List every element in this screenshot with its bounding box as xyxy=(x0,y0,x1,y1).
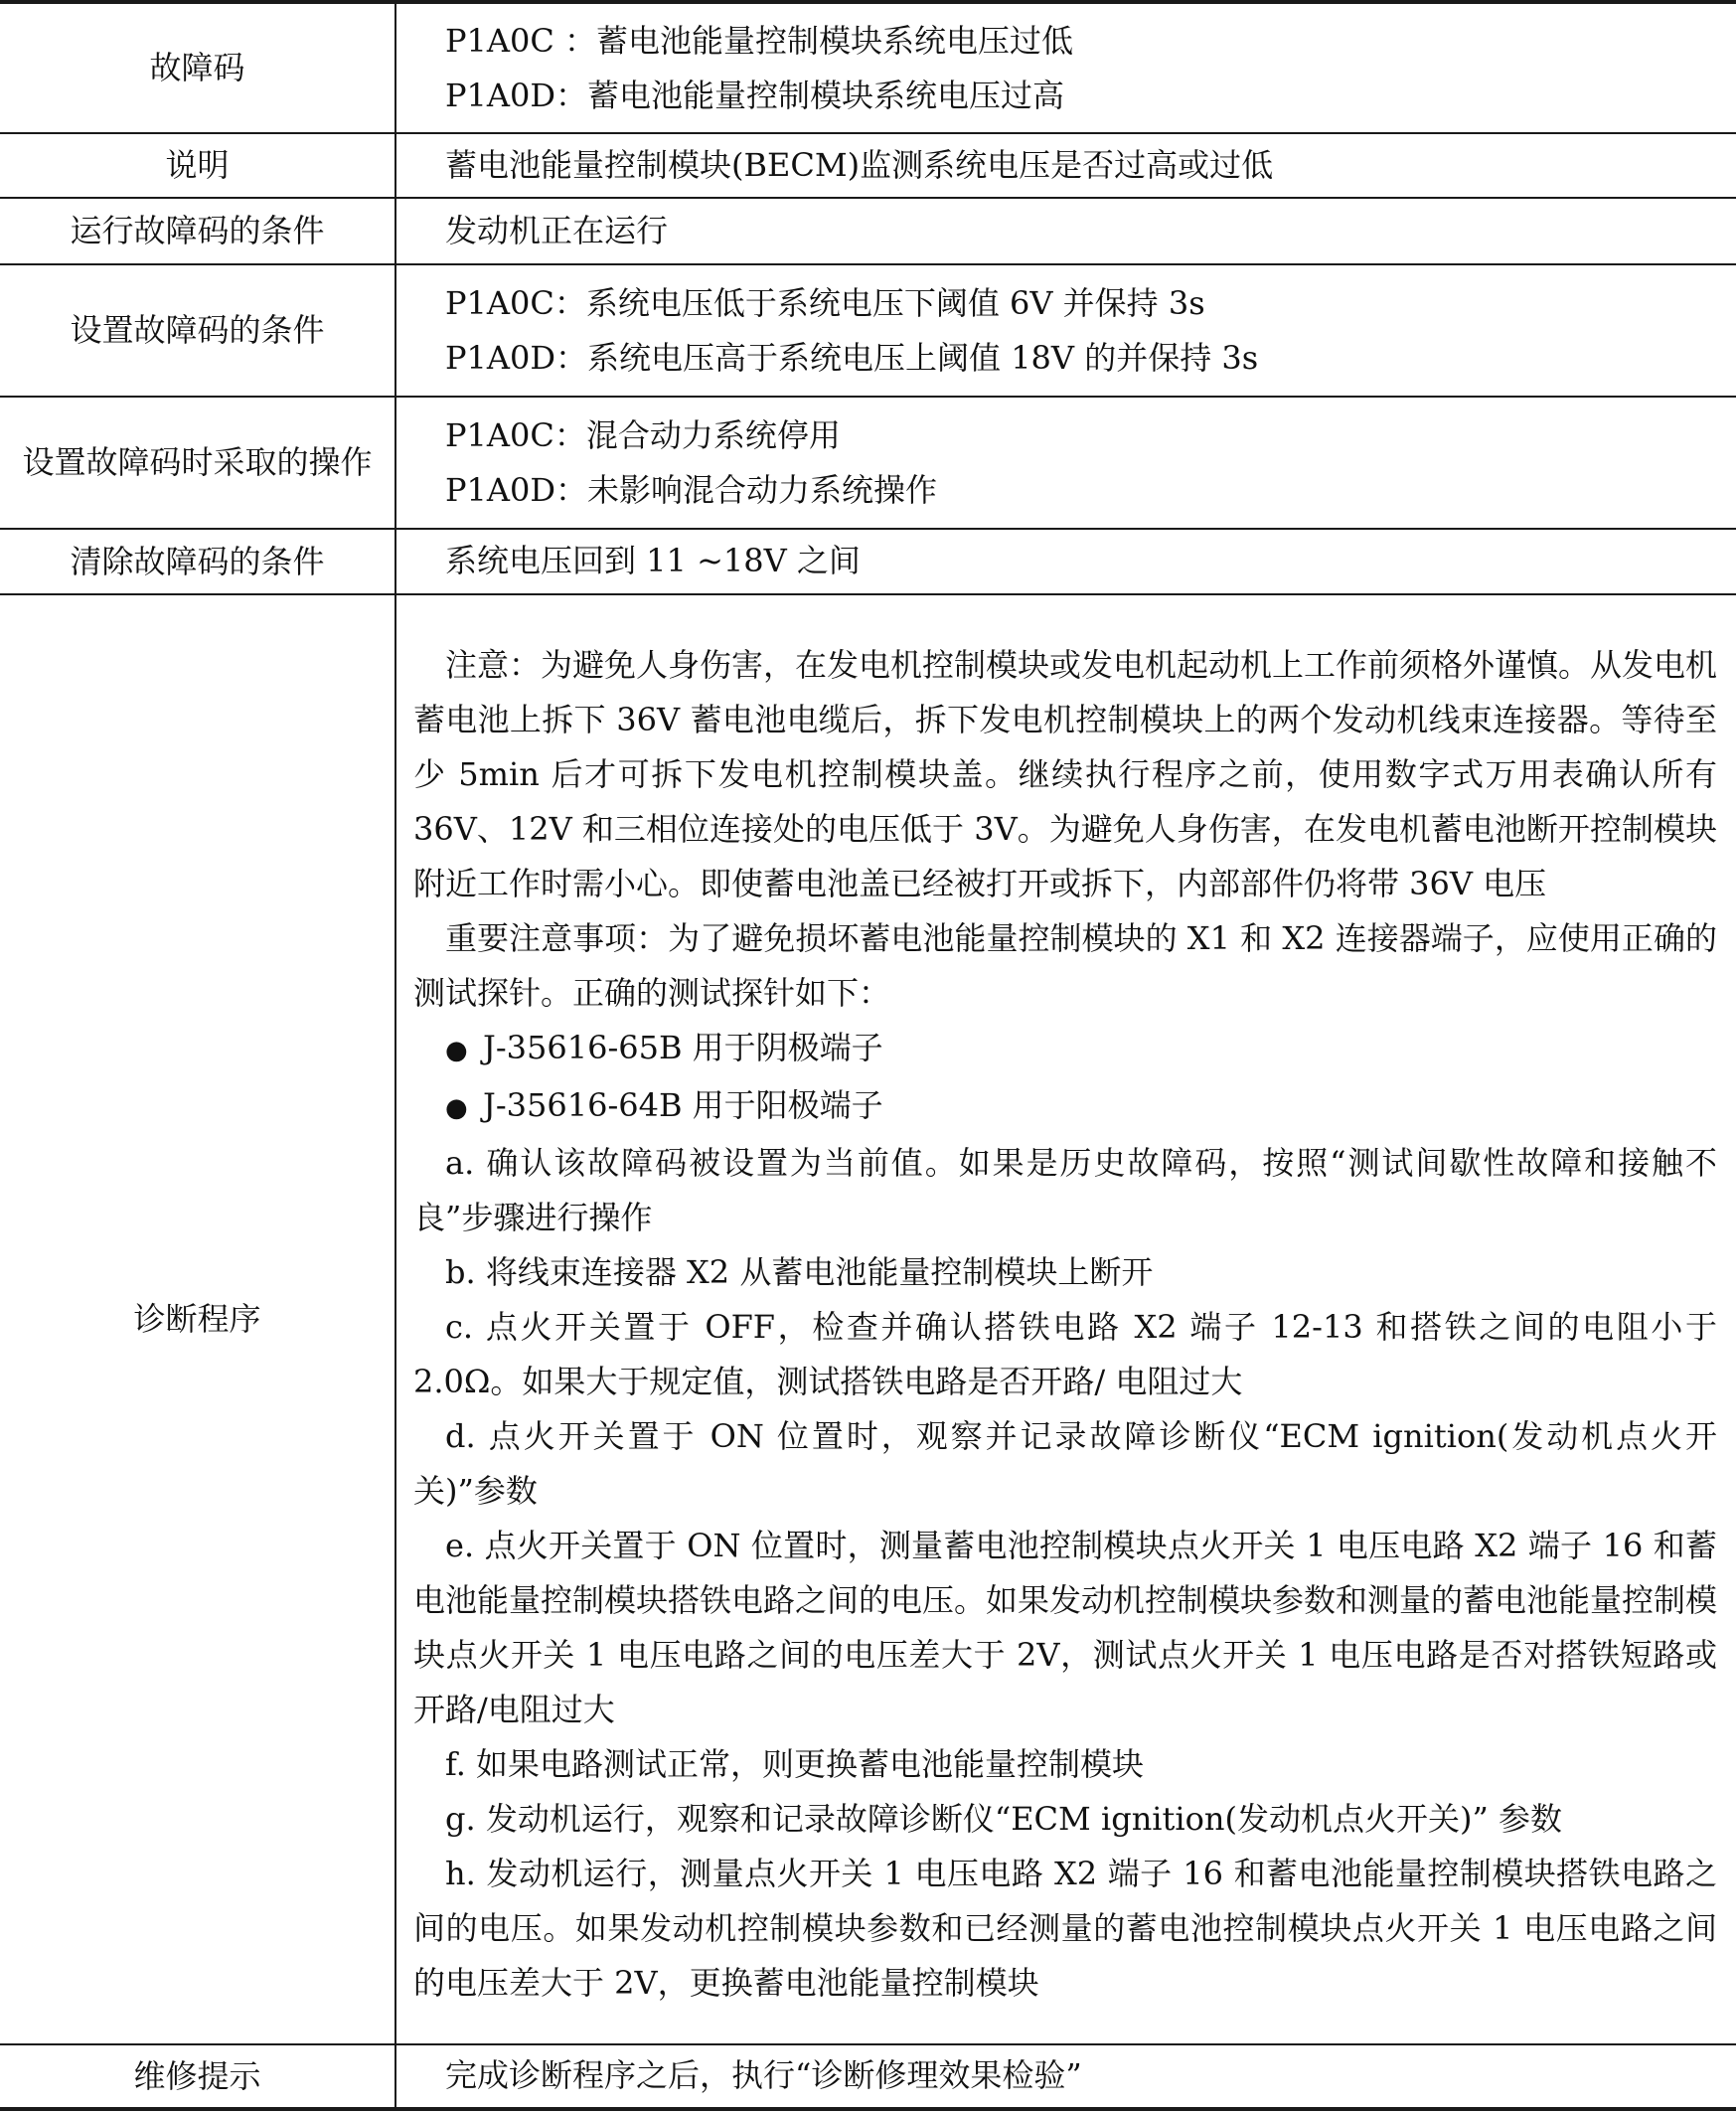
set-condition-p1a0d: P1A0D：系统电压高于系统电压上阈值 18V 的并保持 3s xyxy=(445,339,1259,377)
row-label-dtc xyxy=(0,2,395,132)
important-paragraph: 重要注意事项：为了避免损坏蓄电池能量控制模块的 X1 和 X2 连接器端子，应使用正确的测试探针。正确的测试探针如下： xyxy=(413,919,1717,1012)
row-value-run-conditions: 发动机正在运行 xyxy=(445,212,669,249)
row-value-set-conditions xyxy=(445,276,1717,386)
step-f: f. 如果电路测试正常，则更换蓄电池能量控制模块 xyxy=(445,1745,1145,1783)
step-g: g. 发动机运行，观察和记录故障诊断仪“ECM ignition(发动机点火开关)” 参数 xyxy=(445,1800,1563,1838)
step-a: a. 确认该故障码被设置为当前值。如果是历史故障码，按照“测试间歇性故障和接触不良”步骤进行操作 xyxy=(413,1144,1717,1236)
row-value-repair-tip: 完成诊断程序之后，执行“诊断修理效果检验” xyxy=(445,2056,1082,2094)
row-value-diagnostic xyxy=(413,638,1717,2011)
row-value-clear-conditions: 系统电压回到 11 ~18V 之间 xyxy=(445,542,861,579)
bullet-icon: ● xyxy=(445,1036,468,1065)
dtc-label-text: 故障码 xyxy=(149,48,245,86)
row-label-actions xyxy=(0,397,395,528)
bullet-icon: ● xyxy=(445,1093,468,1123)
bullet-text: J-35616-64B 用于阳极端子 xyxy=(483,1086,883,1124)
repair-tip-label-text: 维修提示 xyxy=(133,2057,261,2095)
step-c: c. 点火开关置于 OFF，检查并确认搭铁电路 X2 端子 12-13 和搭铁之间的电阻小于 2.0Ω。如果大于规定值，测试搭铁电路是否开路/ 电阻过大 xyxy=(413,1308,1717,1400)
row-value-description: 蓄电池能量控制模块(BECM)监测系统电压是否过高或过低 xyxy=(445,146,1274,184)
bullet-item xyxy=(413,1078,1717,1136)
dtc-line-p1a0c: P1A0C ：蓄电池能量控制模块系统电压过低 xyxy=(445,22,1074,60)
row-label-clear-conditions xyxy=(0,529,395,593)
set-conditions-label-text: 设置故障码的条件 xyxy=(70,311,325,349)
step-h: h. 发动机运行，测量点火开关 1 电压电路 X2 端子 16 和蓄电池能量控制模块搭铁电路之间的电压。如果发动机控制模块参数和已经测量的蓄电池控制模块点火开关 1 电压电路之间的电压差大于 2V，更换蓄电池能量控制模块 xyxy=(413,1855,1717,2002)
row-label-set-conditions xyxy=(0,264,395,396)
dtc-line-p1a0d: P1A0D：蓄电池能量控制模块系统电压过高 xyxy=(445,77,1065,114)
row-label-repair-tip xyxy=(0,2045,395,2107)
table-bottom-border xyxy=(0,2107,1736,2111)
step-b: b. 将线束连接器 X2 从蓄电池能量控制模块上断开 xyxy=(445,1253,1154,1291)
row-label-description xyxy=(0,133,395,197)
step-d: d. 点火开关置于 ON 位置时，观察并记录故障诊断仪“ECM ignition(发动机点火开关)”参数 xyxy=(413,1417,1717,1510)
description-label-text: 说明 xyxy=(165,146,230,184)
row-value-actions xyxy=(445,408,1717,518)
column-divider xyxy=(395,0,396,2111)
action-p1a0d: P1A0D：未影响混合动力系统操作 xyxy=(445,471,938,509)
clear-conditions-label-text: 清除故障码的条件 xyxy=(70,542,325,580)
step-e: e. 点火开关置于 ON 位置时，测量蓄电池控制模块点火开关 1 电压电路 X2 端子 16 和蓄电池能量控制模块搭铁电路之间的电压。如果发动机控制模块参数和测量的蓄电池能量控制模块点火开关 1 电压电路之间的电压差大于 2V，测试点火开关 1 电压电路是否对搭铁短路或开路/电阻过大 xyxy=(413,1527,1718,1728)
bullet-text: J-35616-65B 用于阴极端子 xyxy=(483,1029,883,1066)
row-label-diagnostic xyxy=(0,594,395,2043)
action-p1a0c: P1A0C：混合动力系统停用 xyxy=(445,416,841,454)
bullet-item xyxy=(413,1021,1717,1078)
row-label-run-conditions xyxy=(0,198,395,263)
actions-label-text: 设置故障码时采取的操作 xyxy=(22,443,373,481)
diagnostic-label-text: 诊断程序 xyxy=(133,1300,261,1338)
caution-paragraph: 注意：为避免人身伤害，在发电机控制模块或发电机起动机上工作前须格外谨慎。从发电机蓄电池上拆下 36V 蓄电池电缆后，拆下发电机控制模块上的两个发动机线束连接器。等待至少 5min 后才可拆下发电机控制模块盖。继续执行程序之前，使用数字式万用表确认所有 36V、12V 和三相位连接处的电压低于 3V。为避免人身伤害，在发电机蓄电池断开控制模块附近工作时需小心。即使蓄电池盖已经被打开或拆下，内部部件仍将带 36V 电压 xyxy=(413,646,1718,902)
set-condition-p1a0c: P1A0C：系统电压低于系统电压下阈值 6V 并保持 3s xyxy=(445,284,1205,322)
run-conditions-label-text: 运行故障码的条件 xyxy=(70,212,325,249)
row-value-dtc xyxy=(445,14,1717,123)
